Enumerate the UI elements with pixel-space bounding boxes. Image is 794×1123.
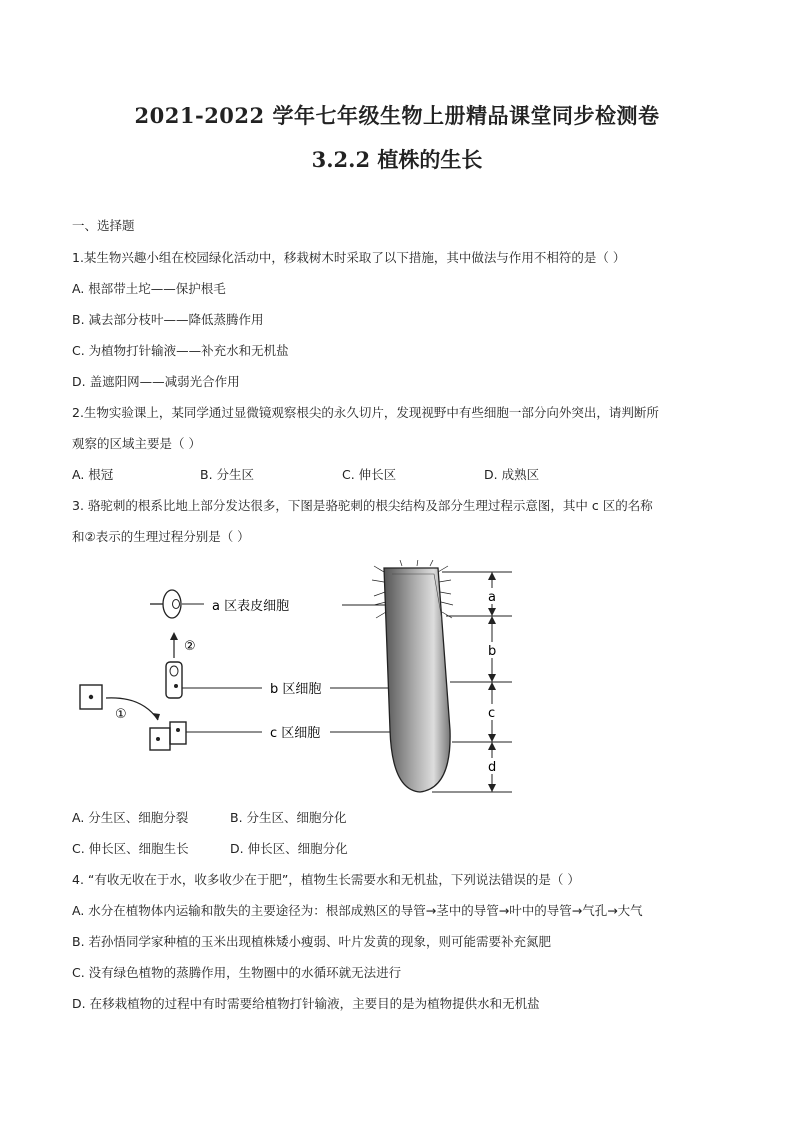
daughter-cell-2: [170, 722, 186, 744]
q1-option-b: B. 减去部分枝叶——降低蒸腾作用: [72, 312, 264, 327]
q3-option-d: D. 伸长区、细胞分化: [230, 841, 348, 856]
q2-option-d: D. 成熟区: [484, 467, 540, 482]
page-title: 2021-2022 学年七年级生物上册精品课堂同步检测卷: [134, 103, 660, 128]
q3-option-c: C. 伸长区、细胞生长: [72, 841, 189, 856]
q4-option-c: C. 没有绿色植物的蒸腾作用，生物圈中的水循环就无法进行: [72, 965, 402, 980]
q1-option-c: C. 为植物打针输液——补充水和无机盐: [72, 343, 289, 358]
q1-option-a: A. 根部带土坨——保护根毛: [72, 281, 226, 296]
label-c-cell: c 区细胞: [270, 726, 321, 741]
section-heading: 一、选择题: [72, 218, 135, 233]
q4-stem: 4. “有收无收在于水，收多收少在于肥”，植物生长需要水和无机盐，下列说法错误的是（ ）: [72, 872, 580, 887]
zone-b-label: b: [488, 644, 497, 659]
elongated-cell: [166, 662, 182, 698]
page-subtitle: 3.2.2 植株的生长: [311, 147, 483, 172]
q4-option-a: A. 水分在植物体内运输和散失的主要途径为：根部成熟区的导管→茎中的导管→叶中的导管→气孔→大气: [72, 903, 643, 918]
q3-stem-line2: 和②表示的生理过程分别是（ ）: [72, 529, 250, 544]
arrow-1: [106, 698, 158, 720]
q4-option-b: B. 若孙悟同学家种植的玉米出现植株矮小瘦弱、叶片发黄的现象，则可能需要补充氮肥: [72, 934, 552, 949]
zone-d-label: d: [488, 760, 497, 775]
q1-stem: 1.某生物兴趣小组在校园绿化活动中，移栽树木时采取了以下措施，其中做法与作用不相符的是（ ）: [72, 250, 626, 265]
q3-stem-line1: 3. 骆驼刺的根系比地上部分发达很多，下图是骆驼刺的根尖结构及部分生理过程示意图，其中 c 区的名称: [72, 498, 653, 513]
label-a-cell: a 区表皮细胞: [212, 599, 290, 614]
q4-option-d: D. 在移栽植物的过程中有时需要给植物打针输液，主要目的是为植物提供水和无机盐: [72, 996, 540, 1011]
root-tip-diagram: [72, 560, 532, 800]
q2-stem-line1: 2.生物实验课上，某同学通过显微镜观察根尖的永久切片，发现视野中有些细胞一部分向外突出，请判断所: [72, 405, 659, 420]
q3-option-a: A. 分生区、细胞分裂: [72, 810, 189, 825]
circle-1-label: ①: [115, 707, 127, 722]
q2-stem-line2: 观察的区域主要是（ ）: [72, 436, 201, 451]
circle-2-label: ②: [184, 639, 196, 654]
q1-option-d: D. 盖遮阳网——减弱光合作用: [72, 374, 240, 389]
root-tip: [384, 568, 450, 792]
zone-c-label: c: [488, 706, 496, 721]
q2-option-a: A. 根冠: [72, 467, 114, 482]
q3-option-b: B. 分生区、细胞分化: [230, 810, 347, 825]
q2-option-c: C. 伸长区: [342, 467, 397, 482]
zone-a-label: a: [488, 590, 496, 605]
q2-option-b: B. 分生区: [200, 467, 255, 482]
label-b-cell: b 区细胞: [270, 682, 322, 697]
